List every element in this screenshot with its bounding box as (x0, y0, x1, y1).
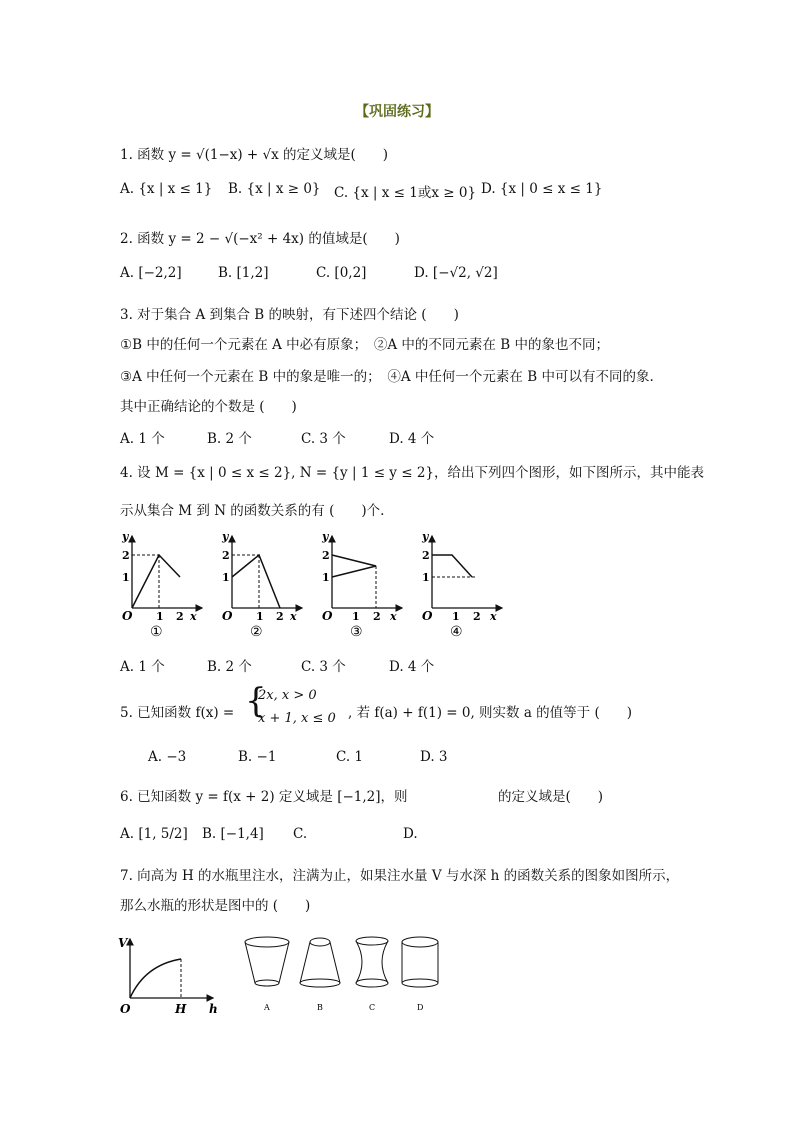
y-axis-label: y (122, 530, 129, 543)
svg-text:1: 1 (452, 610, 460, 623)
q5-option-c: C. 1 (336, 749, 364, 765)
svg-text:y: y (222, 530, 229, 543)
piecewise-brace: { (245, 681, 267, 721)
q6-option-a: A. [1, 5/2] (120, 826, 188, 842)
svg-text:y: y (322, 530, 329, 543)
q5-option-d: D. 3 (420, 749, 448, 765)
q3-option-b: B. 2 个 (207, 431, 252, 447)
svg-text:h: h (209, 1002, 218, 1016)
bottle-d (402, 937, 438, 1012)
svg-text:1: 1 (156, 610, 164, 623)
graph-label-3: ③ (350, 624, 363, 638)
q3-statement-3-4: ③A 中任何一个元素在 B 中的象是唯一的； ④A 中任何一个元素在 B 中可以有不同的象. (120, 369, 654, 385)
svg-text:1: 1 (322, 571, 330, 584)
q4-graph-2 (221, 530, 302, 638)
q5-option-b: B. −1 (238, 749, 277, 765)
svg-text:2: 2 (222, 549, 230, 562)
question-6: 6. 已知函数 y = f(x + 2) 定义域是 [−1,2]，则 (120, 789, 408, 805)
q4-option-b: B. 2 个 (207, 659, 252, 675)
svg-text:V: V (118, 936, 128, 950)
svg-text:2: 2 (176, 610, 184, 623)
bottle-c (356, 937, 388, 1012)
svg-text:O: O (222, 609, 233, 623)
svg-text:2: 2 (122, 549, 130, 562)
question-3: 3. 对于集合 A 到集合 B 的映射，有下述四个结论 ( ) (120, 307, 459, 323)
graph-label-1: ① (150, 624, 163, 638)
question-4-line-1: 4. 设 M = {x | 0 ≤ x ≤ 2}, N = {y | 1 ≤ y ≤ 2}，给出下列四个图形，如下图所示，其中能表 (120, 465, 704, 481)
q4-option-a: A. 1 个 (120, 659, 165, 675)
q4-option-c: C. 3 个 (301, 659, 346, 675)
q5-case-2: x + 1, x ≤ 0 (258, 711, 336, 726)
graph-label-4: ④ (450, 624, 463, 638)
question-1: 1. 函数 y = √(1−x) + √x 的定义域是( ) (120, 147, 389, 163)
graph-label-2: ② (250, 624, 263, 638)
q7-volume-graph (118, 936, 218, 1016)
svg-text:1: 1 (422, 571, 430, 584)
svg-text:2: 2 (473, 610, 481, 623)
q4-option-d: D. 4 个 (389, 659, 435, 675)
q3-option-c: C. 3 个 (301, 431, 346, 447)
svg-text:2: 2 (322, 549, 330, 562)
svg-text:2: 2 (422, 549, 430, 562)
q5-case-1: 2x, x > 0 (258, 688, 317, 703)
q2-option-a: A. [−2,2] (120, 265, 182, 281)
svg-text:O: O (120, 1002, 131, 1016)
q6-option-c: C. (293, 826, 308, 842)
q3-option-a: A. 1 个 (120, 431, 165, 447)
q6-option-d: D. (403, 826, 418, 842)
q4-graphs (112, 528, 512, 638)
q1-option-a: A. {x | x ≤ 1} (120, 181, 213, 197)
q4-graph-1 (121, 530, 202, 638)
q1-option-b: B. {x | x ≥ 0} (228, 181, 321, 197)
svg-text:1: 1 (222, 571, 230, 584)
svg-text:1: 1 (352, 610, 360, 623)
bottle-b (300, 938, 340, 1012)
svg-text:D: D (417, 1003, 424, 1012)
q3-statement-1-2: ①B 中的任何一个元素在 A 中必有原象； ②A 中的不同元素在 B 中的象也不同； (120, 337, 609, 353)
bottle-a (245, 937, 289, 1012)
q2-option-b: B. [1,2] (218, 265, 269, 281)
svg-text:O: O (422, 609, 433, 623)
q2-option-c: C. [0,2] (316, 265, 367, 281)
q4-graph-4 (421, 530, 502, 638)
svg-text:x: x (390, 610, 397, 623)
q1-option-d: D. {x | 0 ≤ x ≤ 1} (481, 181, 603, 197)
svg-text:A: A (264, 1003, 270, 1012)
question-2: 2. 函数 y = 2 − √(−x² + 4x) 的值域是( ) (120, 231, 400, 247)
svg-text:2: 2 (373, 610, 381, 623)
question-7-line-2: 那么水瓶的形状是图中的 ( ) (120, 898, 311, 914)
svg-text:1: 1 (256, 610, 264, 623)
question-6-end: 的定义域是( ) (498, 789, 604, 805)
q4-graph-3 (321, 530, 402, 638)
svg-text:C: C (369, 1003, 376, 1012)
svg-text:B: B (317, 1003, 323, 1012)
svg-text:O: O (322, 609, 333, 623)
question-4-line-2: 示从集合 M 到 N 的函数关系的有 ( )个. (120, 503, 385, 519)
question-5-suffix: , 若 f(a) + f(1) = 0, 则实数 a 的值等于 ( ) (348, 705, 632, 721)
q7-figure (115, 935, 445, 1020)
svg-text:H: H (175, 1002, 187, 1016)
q3-option-d: D. 4 个 (389, 431, 435, 447)
svg-text:1: 1 (122, 571, 130, 584)
svg-text:2: 2 (276, 610, 284, 623)
svg-text:O: O (122, 609, 133, 623)
q1-option-c: C. {x | x ≤ 1或x ≥ 0} (334, 185, 477, 201)
svg-text:y: y (422, 530, 429, 543)
q6-option-b: B. [−1,4] (202, 826, 264, 842)
q3-prompt: 其中正确结论的个数是 ( ) (120, 399, 297, 415)
svg-text:x: x (290, 610, 297, 623)
question-7-line-1: 7. 向高为 H 的水瓶里注水，注满为止，如果注水量 V 与水深 h 的函数关系的图象如图所示， (120, 868, 680, 884)
svg-text:x: x (190, 610, 197, 623)
q2-option-d: D. [−√2, √2] (414, 265, 498, 281)
svg-text:x: x (490, 610, 497, 623)
question-5-prefix: 5. 已知函数 f(x) = (120, 705, 235, 721)
section-title: 【巩固练习】 (355, 104, 439, 120)
q5-option-a: A. −3 (148, 749, 187, 765)
